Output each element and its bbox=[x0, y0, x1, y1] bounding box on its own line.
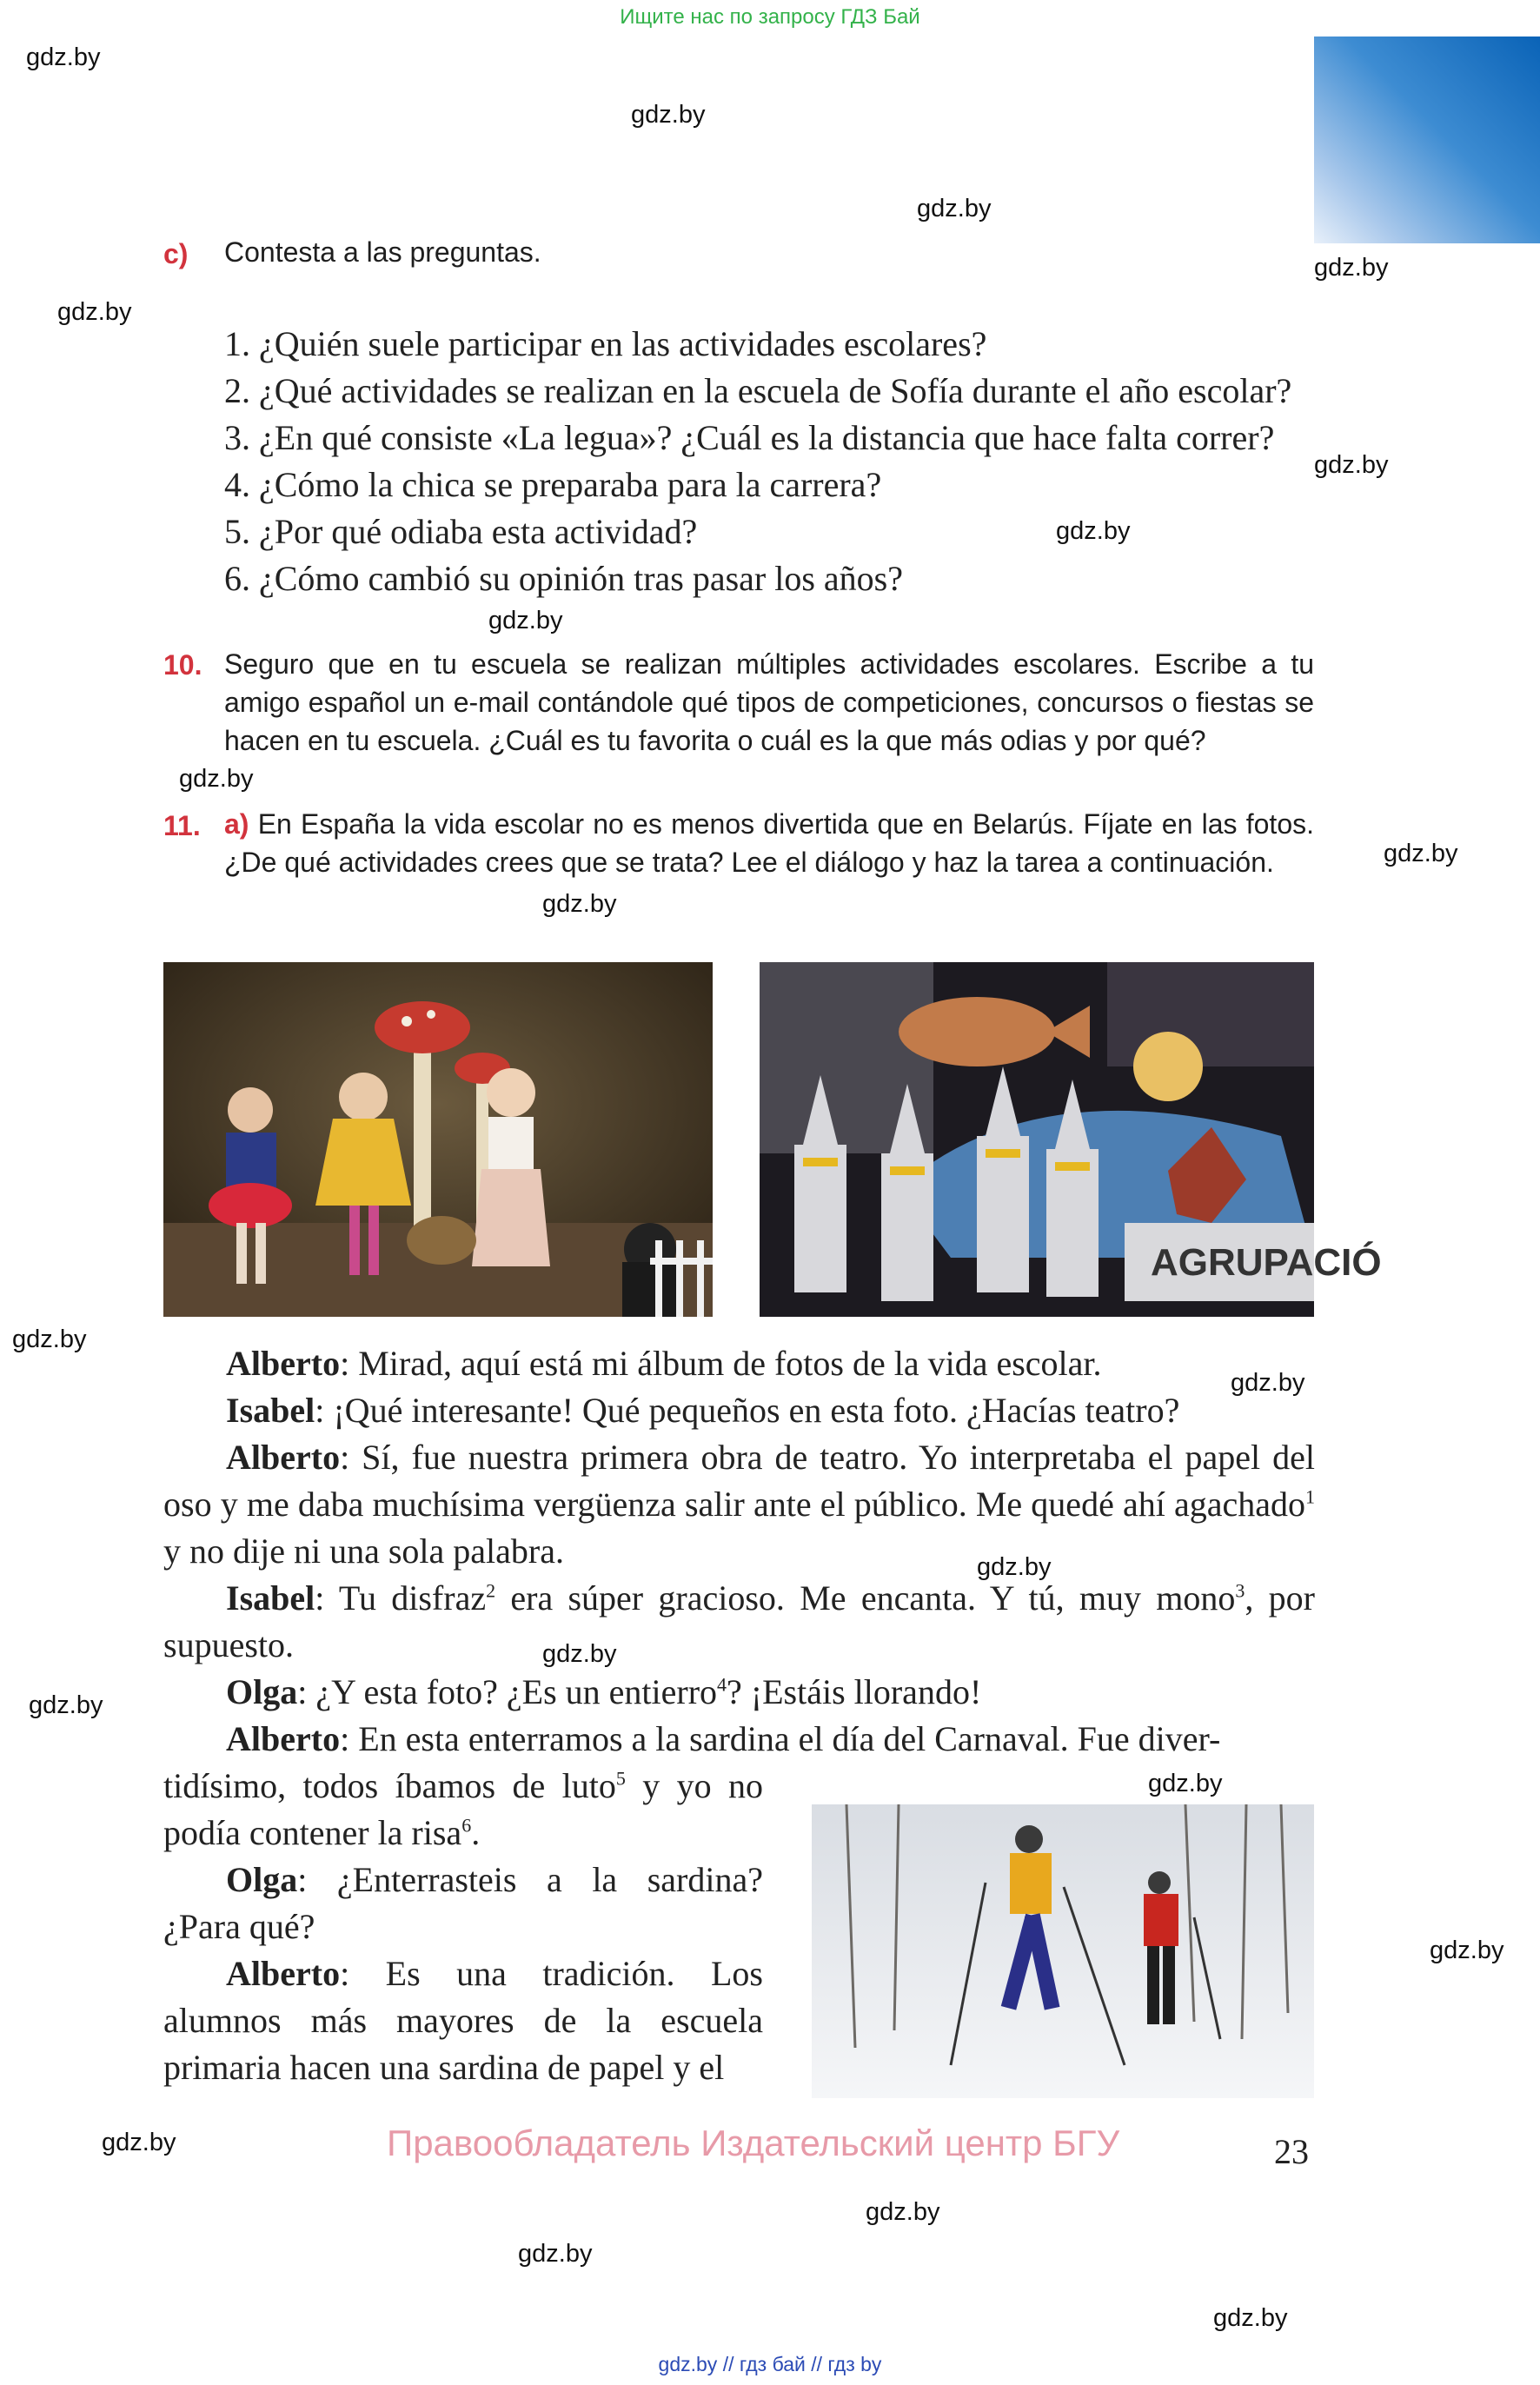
speaker-name: Olga bbox=[226, 1860, 298, 1899]
watermark: gdz.by bbox=[1231, 1369, 1305, 1397]
line-text: y yo no podía contener la risa bbox=[163, 1766, 763, 1852]
watermark: gdz.by bbox=[1148, 1770, 1223, 1797]
watermark: gdz.by bbox=[1314, 254, 1389, 282]
line-text: : ¿Enterrasteis a la sardina? ¿Para qué? bbox=[163, 1860, 763, 1946]
line-text: : Es una tradición. Los alumnos más mayores de la escuela primaria hacen una sardina de papel y el bbox=[163, 1954, 763, 2087]
line-text: : ¿Y esta foto? ¿Es un entierro bbox=[297, 1672, 718, 1711]
watermark: gdz.by bbox=[1314, 451, 1389, 479]
watermark: gdz.by bbox=[57, 298, 132, 326]
speaker-name: Isabel bbox=[226, 1578, 315, 1618]
line-text: , por supuesto. bbox=[163, 1578, 1315, 1664]
task-10-text: Seguro que en tu escuela se realizan múltiples actividades escolares. Escribe a tu amigo español un e-mail contándole qué tipos de competiciones, concursos o fiestas se hacen en tu escuela. ¿Cuál es tu favorita o cuál es la que más odias y por qué? bbox=[224, 648, 1314, 756]
watermark: gdz.by bbox=[866, 2198, 940, 2226]
watermark: gdz.by bbox=[518, 2240, 593, 2268]
task-c-label: c) bbox=[163, 238, 189, 269]
speaker-name: Alberto bbox=[226, 1344, 341, 1383]
watermark: gdz.by bbox=[179, 765, 254, 793]
dialogue bbox=[163, 1340, 1315, 1763]
watermark: gdz.by bbox=[1384, 840, 1458, 867]
question-4: 4. ¿Cómo la chica se preparaba para la carrera? bbox=[224, 465, 882, 504]
photo-snowshoe-hike bbox=[812, 1804, 1314, 2098]
footnote-mark: 1 bbox=[1305, 1485, 1315, 1508]
watermark: gdz.by bbox=[977, 1553, 1052, 1581]
dialogue-line bbox=[163, 1669, 1315, 1716]
dialogue-line bbox=[163, 1763, 763, 1857]
dialogue-line bbox=[163, 1340, 1315, 1387]
footnote-mark: 5 bbox=[615, 1767, 626, 1790]
dialogue-line bbox=[163, 1950, 763, 2091]
photo-school-theatre bbox=[163, 962, 713, 1317]
line-text: . bbox=[471, 1813, 481, 1852]
dialogue-line bbox=[163, 1387, 1315, 1434]
line-text: : Mirad, aquí está mi álbum de fotos de la vida escolar. bbox=[340, 1344, 1102, 1383]
footnote-mark: 6 bbox=[461, 1814, 472, 1837]
speaker-name: Isabel bbox=[226, 1391, 315, 1430]
watermark: gdz.by bbox=[1213, 2304, 1288, 2332]
line-text: ? ¡Estáis llorando! bbox=[727, 1672, 982, 1711]
task-c-instruction: Contesta a las preguntas. bbox=[224, 236, 541, 268]
line-text: y no dije ni una sola palabra. bbox=[163, 1531, 564, 1571]
dialogue-line bbox=[163, 1575, 1315, 1669]
question-5: 5. ¿Por qué odiaba esta actividad? bbox=[224, 512, 698, 551]
question-1: 1. ¿Quién suele participar en las actividades escolares? bbox=[224, 324, 987, 363]
footer-links[interactable]: gdz.by // гдз бай // гдз by bbox=[658, 2353, 882, 2375]
task-10-number: 10. bbox=[163, 649, 202, 681]
question-6: 6. ¿Cómo cambió su opinión tras pasar los años? bbox=[224, 559, 903, 598]
question-3: 3. ¿En qué consiste «La legua»? ¿Cuál es la distancia que hace falta correr? bbox=[224, 418, 1275, 457]
task-11-body bbox=[224, 805, 1314, 881]
search-hint: Ищите нас по запросу ГДЗ Бай bbox=[620, 5, 920, 29]
task-11-sub-label: a) bbox=[224, 808, 249, 840]
line-text: : ¡Qué interesante! Qué pequeños en esta foto. ¿Hacías teatro? bbox=[315, 1391, 1180, 1430]
speaker-name: Alberto bbox=[226, 1438, 341, 1477]
watermark: gdz.by bbox=[488, 607, 563, 634]
line-text: : Tu disfraz bbox=[315, 1578, 487, 1618]
footnote-mark: 2 bbox=[486, 1579, 496, 1602]
question-2: 2. ¿Qué actividades se realizan en la escuela de Sofía durante el año escolar? bbox=[224, 371, 1292, 410]
speaker-name: Alberto bbox=[226, 1954, 341, 1993]
watermark: gdz.by bbox=[26, 43, 101, 71]
photo-carnival bbox=[760, 962, 1382, 1317]
watermark: gdz.by bbox=[542, 1640, 617, 1668]
task-11-text: En España la vida escolar no es menos divertida que en Belarús. Fíjate en las fotos. ¿De qué actividades crees que se trata? Lee el diálogo y haz la tarea a continuación. bbox=[224, 808, 1315, 878]
watermark: gdz.by bbox=[102, 2129, 176, 2156]
dialogue-continued bbox=[163, 1763, 763, 2091]
line-text: tidísimo, todos íbamos de luto bbox=[163, 1766, 616, 1805]
line-text: era súper gracioso. Me encanta. Y tú, muy mono bbox=[495, 1578, 1236, 1618]
watermark: gdz.by bbox=[917, 195, 992, 223]
footnote-mark: 3 bbox=[1235, 1579, 1245, 1602]
dialogue-line bbox=[163, 1434, 1315, 1575]
copyright-holder: Правообладатель Издательский центр БГУ bbox=[387, 2123, 1120, 2163]
line-text: : Sí, fue nuestra primera obra de teatro. Yo interpretaba el papel del oso y me daba muchísima vergüenza salir ante el público. Me quedé ahí agachado bbox=[163, 1438, 1315, 1524]
float-sign: AGRUPACIÓ bbox=[1151, 1241, 1382, 1284]
watermark: gdz.by bbox=[12, 1325, 87, 1353]
dialogue-line bbox=[163, 1716, 1315, 1763]
watermark: gdz.by bbox=[1430, 1937, 1504, 1964]
corner-decoration bbox=[1314, 37, 1540, 243]
footnote-mark: 4 bbox=[717, 1673, 727, 1696]
page-number: 23 bbox=[1274, 2132, 1309, 2171]
watermark: gdz.by bbox=[631, 101, 706, 129]
watermark: gdz.by bbox=[542, 890, 617, 918]
dialogue-line bbox=[163, 1857, 763, 1950]
speaker-name: Alberto bbox=[226, 1719, 341, 1758]
speaker-name: Olga bbox=[226, 1672, 298, 1711]
watermark: gdz.by bbox=[1056, 517, 1131, 545]
line-text: : En esta enterramos a la sardina el día del Carnaval. Fue diver- bbox=[340, 1719, 1221, 1758]
task-11-number: 11. bbox=[163, 810, 201, 841]
watermark: gdz.by bbox=[29, 1691, 103, 1719]
